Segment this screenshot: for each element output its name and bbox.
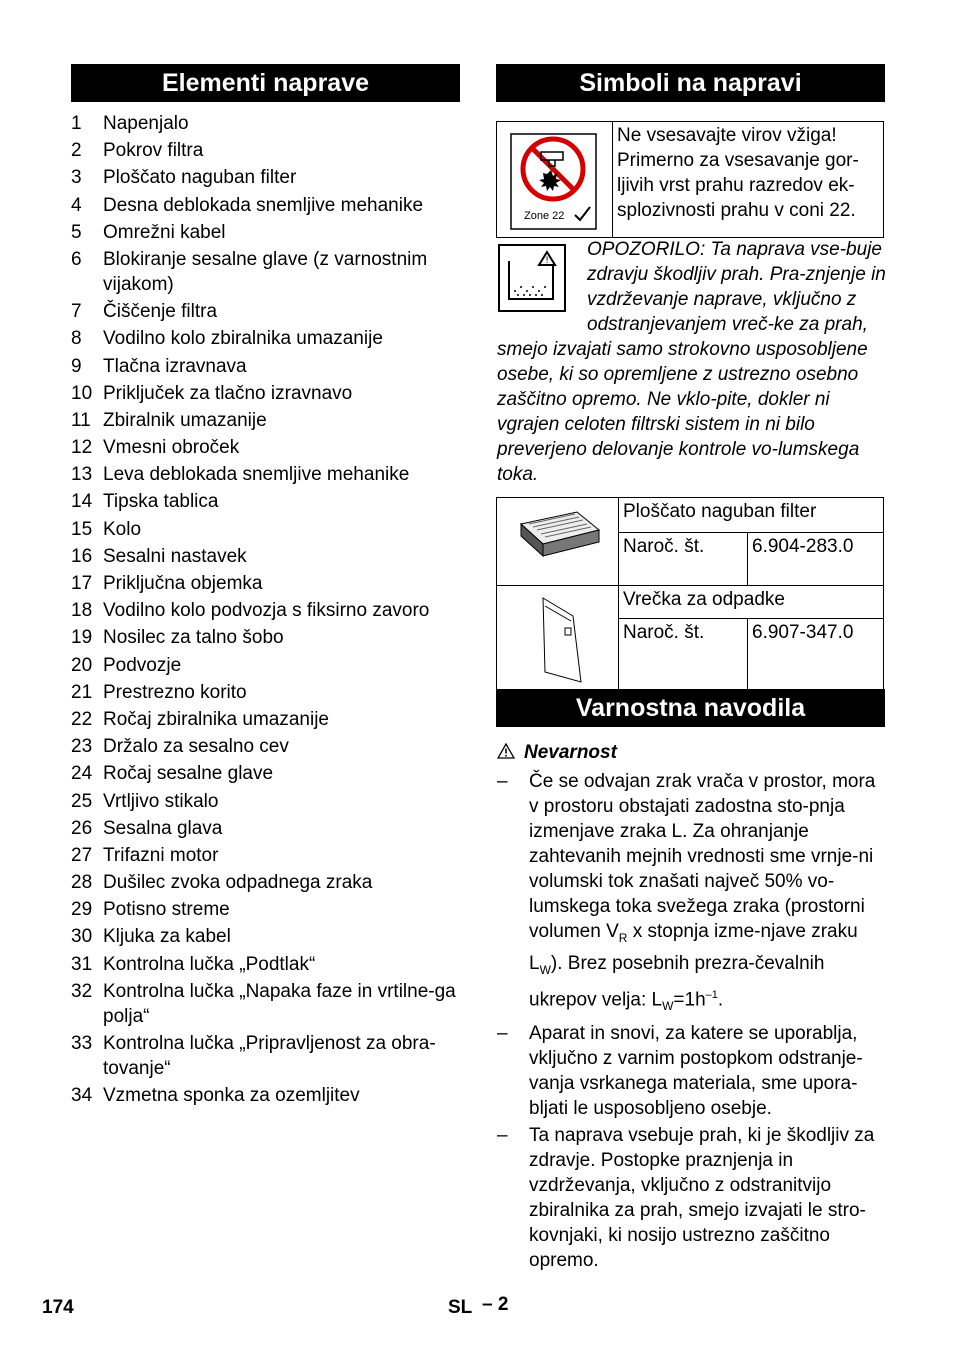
check-icon [573, 206, 591, 222]
item-number: 33 [71, 1033, 93, 1054]
list-item [71, 1083, 463, 1108]
item-label: Desna deblokada snemljive mehanike [103, 194, 424, 216]
language-code: SL [448, 1297, 473, 1318]
list-item [71, 979, 463, 1029]
dash-bullet: – [497, 1124, 508, 1146]
part-label: Naroč. št. [619, 533, 748, 586]
list-item [71, 789, 463, 814]
safety-point-1-part: =1h [673, 988, 706, 1010]
list-item [71, 598, 463, 623]
item-number: 30 [71, 926, 93, 948]
item-number: 14 [71, 491, 93, 513]
item-number: 3 [71, 167, 82, 189]
symbol-row-ignition [496, 121, 884, 238]
item-number: 8 [71, 328, 82, 350]
parts-table [496, 497, 884, 694]
dash-bullet: – [497, 771, 508, 792]
list-item [71, 462, 463, 487]
list-item [71, 870, 463, 895]
item-number: 19 [71, 627, 93, 649]
item-number: 32 [71, 980, 93, 1002]
part-name: Vrečka za odpadke [619, 586, 884, 619]
item-label: Blokiranje sesalne glave (z varnostnim vijakom) [103, 248, 428, 295]
item-label: Vodilno kolo podvozja s fiksirno zavoro [103, 600, 430, 622]
list-item [71, 517, 463, 542]
danger-heading [497, 740, 887, 765]
list-item [497, 769, 887, 1019]
flat-pleated-filter-icon [497, 498, 618, 578]
item-number: 20 [71, 654, 93, 676]
item-label: Vmesni obroček [103, 437, 240, 459]
list-item [71, 707, 463, 732]
item-label: Vrtljivo stikalo [103, 790, 219, 812]
part-label: Naroč. št. [619, 619, 748, 694]
list-item [71, 897, 463, 922]
list-item [497, 1021, 887, 1121]
list-item [71, 653, 463, 678]
table-row [497, 498, 884, 533]
item-number: 23 [71, 736, 93, 758]
list-item [71, 408, 463, 433]
list-item [71, 680, 463, 705]
item-label: Čiščenje filtra [103, 301, 218, 323]
part-number: 6.904-283.0 [748, 533, 884, 586]
item-number: 26 [71, 817, 93, 839]
symbol-text-ignition: Ne vsesavajte virov vžiga! Primerno za vsesavanje gor-ljivih vrst prahu razredov ek-splozivnosti prahu v coni 22. [617, 125, 859, 221]
item-label: Kljuka za kabel [103, 926, 231, 948]
item-number: 22 [71, 708, 93, 730]
safety-point-1-part: . [717, 988, 724, 1010]
safety-section [497, 740, 887, 1275]
list-item [71, 299, 463, 324]
item-number: 24 [71, 763, 93, 785]
part-number: 6.907-347.0 [748, 619, 884, 694]
list-item [71, 843, 463, 868]
list-item [497, 1123, 887, 1273]
item-number: 17 [71, 573, 93, 594]
list-item [71, 489, 463, 514]
item-label: Podvozje [103, 654, 182, 676]
item-label: Dušilec zvoka odpadnega zraka [103, 872, 373, 894]
list-item [71, 625, 463, 650]
item-label: Kolo [103, 518, 142, 540]
item-label: Omrežni kabel [103, 221, 226, 243]
list-item [71, 734, 463, 759]
list-item [71, 435, 463, 460]
item-label: Kontrolna lučka „Pripravljenost za obra-tovanje“ [103, 1033, 436, 1079]
list-item [71, 354, 463, 379]
item-label: Potisno streme [103, 899, 230, 921]
list-item [71, 138, 463, 163]
item-label: Sesalni nastavek [103, 545, 247, 567]
item-label: Ročaj zbiralnika umazanije [103, 708, 329, 730]
superscript: –1 [705, 988, 718, 1001]
item-number: 2 [71, 140, 82, 162]
elements-list [71, 111, 463, 1110]
safety-point-2: Aparat in snovi, za katere se uporablja, vključno z varnim postopkom odstranje-vanja vsrkanega materiala, sme upora-bljati le usposobljeno osebje. [529, 1022, 863, 1119]
item-number: 7 [71, 301, 82, 323]
item-label: Kontrolna lučka „Napaka faze in vrtilne-ga polja“ [103, 980, 456, 1027]
list-item [71, 381, 463, 406]
section-title-elements: Elementi naprave [71, 64, 460, 102]
item-label: Vzmetna sponka za ozemljitev [103, 1085, 360, 1107]
item-label: Napenjalo [103, 113, 189, 134]
sub-page-number: – 2 [482, 1294, 509, 1315]
item-label: Trifazni motor [103, 844, 219, 866]
warning-paragraph [497, 237, 887, 487]
item-label: Prestrezno korito [103, 681, 247, 703]
item-number: 34 [71, 1085, 93, 1107]
list-item [71, 761, 463, 786]
item-number: 27 [71, 844, 93, 866]
safety-point-1-part: ). Brez posebnih prezra-čevalnih ukrepov velja: L [529, 952, 825, 1010]
subscript: W [662, 998, 674, 1013]
list-item [71, 571, 463, 596]
list-item [71, 544, 463, 569]
list-item [71, 952, 463, 977]
list-item [71, 326, 463, 351]
list-item [71, 220, 463, 245]
zone-label: Zone 22 [524, 210, 565, 222]
warning-triangle-icon [497, 743, 515, 759]
icon-spacer [497, 237, 587, 315]
section-title-symbols: Simboli na napravi [496, 64, 885, 102]
bag-image-cell [497, 586, 619, 694]
list-item [71, 816, 463, 841]
item-number: 11 [71, 409, 91, 431]
item-number: 13 [71, 464, 93, 486]
section-title-safety: Varnostna navodila [496, 689, 885, 727]
part-name: Ploščato naguban filter [619, 498, 884, 533]
item-label: Tipska tablica [103, 491, 219, 513]
item-number: 28 [71, 872, 93, 894]
item-label: Kontrolna lučka „Podtlak“ [103, 953, 316, 975]
item-number: 5 [71, 221, 82, 243]
item-number: 1 [71, 113, 82, 134]
item-number: 15 [71, 518, 93, 540]
item-number: 29 [71, 899, 93, 921]
item-label: Pokrov filtra [103, 140, 204, 162]
subscript: W [539, 962, 551, 977]
table-row [497, 586, 884, 619]
item-number: 9 [71, 355, 82, 377]
item-label: Zbiralnik umazanije [103, 409, 267, 431]
danger-label: Nevarnost [524, 742, 617, 763]
safety-point-1-part: Če se odvajan zrak vrača v prostor, mora v prostoru obstajati zadostna sto-pnja izmenjave zraka L. Za ohranjanje zahtevanih mejnih vrednosti sme vrnje-ni volumski tok znašati največ 50% vo-lumskega toka svežega zraka (prostorni volumen V [529, 771, 876, 942]
warning-text: OPOZORILO: Ta naprava vse-buje zdravju škodljiv prah. Pra-znjenje in vzdrževanje naprave, vključno z odstranjevanjem vreč-ke za prah, smejo izvajati samo strokovno usposobljene osebe, ki so opremljene z ustrezno osebno zaščitno opremo. Ne vklo-pite, dokler ni vgrajen celoten filtrski sistem in ni bilo preverjeno delovanje kontrole vo-lumskega toka. [497, 239, 886, 485]
subscript: R [618, 930, 628, 945]
safety-point-1 [529, 769, 887, 1019]
item-number: 4 [71, 194, 82, 216]
item-number: 31 [71, 953, 93, 975]
symbol-image-box [497, 122, 613, 237]
item-label: Leva deblokada snemljive mehanike [103, 464, 410, 486]
page-number: 174 [42, 1297, 74, 1318]
list-item [71, 924, 463, 949]
item-label: Tlačna izravnava [103, 355, 247, 377]
item-label: Sesalna glava [103, 817, 223, 839]
waste-bag-icon [497, 586, 618, 686]
item-number: 18 [71, 600, 93, 622]
item-number: 6 [71, 248, 82, 270]
list-item [71, 193, 463, 218]
safety-point-3: Ta naprava vsebuje prah, ki je škodljiv za zdravje. Postopke praznjenja in vzdrževanja, vključno z odstranitvijo zbiralnika za prah, smejo izvajati le stro-kovnjaki, ki nosijo ustrezno zaščitno opremo. [529, 1124, 875, 1271]
list-item [71, 165, 463, 190]
filter-image-cell [497, 498, 619, 586]
item-label: Ročaj sesalne glave [103, 763, 274, 785]
item-label: Priključek za tlačno izravnavo [103, 382, 353, 404]
item-label: Držalo za sesalno cev [103, 736, 289, 758]
list-item [71, 247, 463, 297]
item-label: Ploščato naguban filter [103, 167, 297, 189]
item-label: Priključna objemka [103, 573, 263, 594]
dash-bullet: – [497, 1022, 508, 1044]
item-number: 10 [71, 382, 93, 404]
item-label: Vodilno kolo zbiralnika umazanije [103, 328, 383, 350]
safety-point-1-part: x stopnja izme-njave zraku L [529, 921, 858, 974]
item-label: Nosilec za talno šobo [103, 627, 284, 649]
list-item [71, 1031, 463, 1081]
item-number: 16 [71, 545, 93, 567]
item-number: 25 [71, 790, 93, 812]
item-number: 12 [71, 437, 93, 459]
svg-text:!: ! [545, 256, 549, 266]
item-number: 21 [71, 681, 93, 703]
list-item [71, 111, 463, 136]
